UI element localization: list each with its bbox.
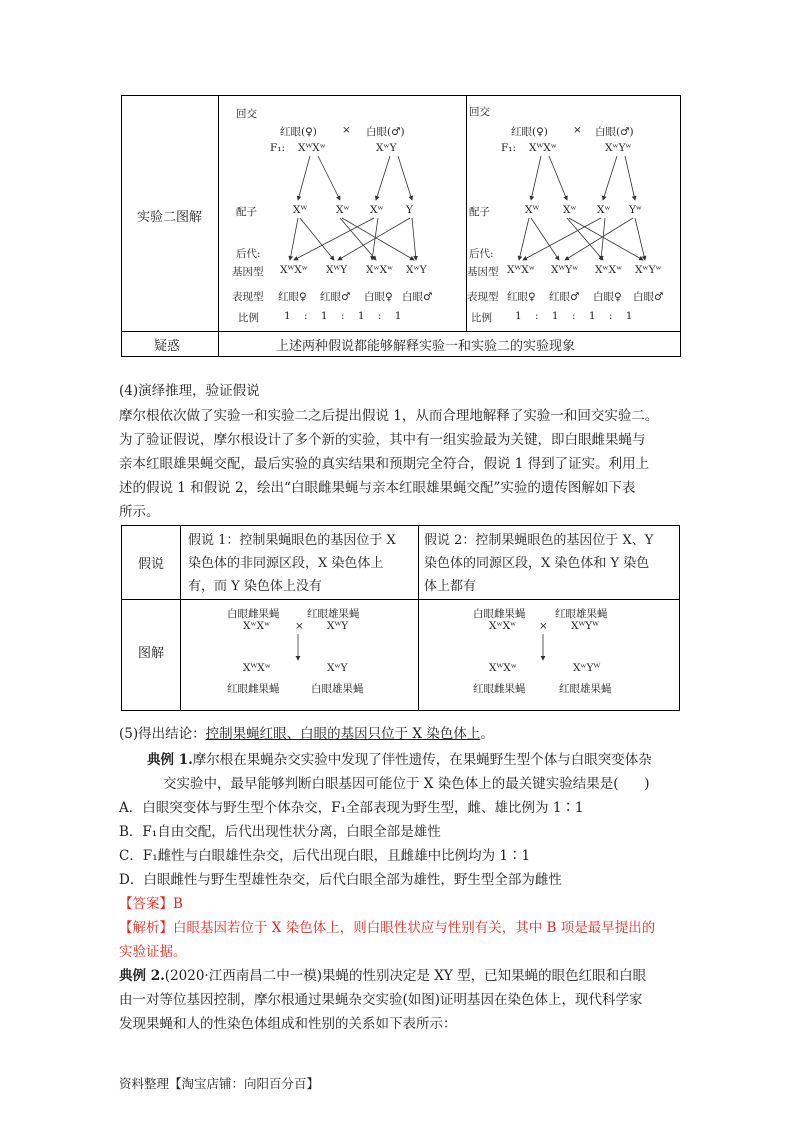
cross-symbol: × [573, 124, 582, 136]
row-label-question: 疑惑 [154, 339, 181, 354]
hypothesis-2-line: 体上都有 [424, 579, 477, 594]
cross-arrows-right [467, 96, 680, 331]
gamete: Xᵂ [525, 204, 540, 216]
option-b: B．F₁自由交配，后代出现性状分离，白眼全部是雄性 [119, 824, 441, 840]
cross-symbol: × [342, 124, 351, 136]
offspring-genotype: XᵂYʷ [551, 264, 579, 276]
example-2-label: 典例 2. [119, 968, 165, 984]
hypothesis-2 [424, 529, 653, 598]
offspring-phenotype: 白眼♀ [593, 291, 622, 303]
gamete-label: 配子 [469, 206, 490, 218]
question-text: 上述两种假说都能够解释实验一和实验二的实验现象 [276, 339, 576, 354]
offspring-genotype: XᵂXʷ [507, 264, 535, 276]
gamete: Xʷ [563, 204, 577, 216]
offspring-male-genotype: XʷY [327, 662, 348, 674]
parent-female: 红眼(♀) [280, 126, 317, 138]
section-5 [119, 723, 494, 745]
gamete: Xᵂ [293, 204, 308, 216]
option-a: A．白眼突变体与野生型个体杂交，F₁全部表现为野生型，雌、雄比例为 1∶1 [119, 800, 584, 816]
cross-arrows-left [218, 96, 466, 331]
f1-female-genotype: XᵂXʷ [298, 142, 326, 154]
offspring-phenotype: 白眼♂ [402, 291, 433, 303]
ratio-label: 比例 [471, 312, 492, 324]
phenotype-label: 表现型 [467, 291, 499, 303]
example-2-text: (2020·江西南昌二中一模)果蝇的性别决定是 XY 型，已知果蝇的眼色红眼和白眼 [164, 968, 647, 984]
offspring-phenotype: 红眼♂ [320, 291, 351, 303]
offspring-phenotype: 红眼♀ [507, 291, 536, 303]
f1-label: F₁: [270, 142, 286, 154]
parent-male: 白眼(♂) [595, 126, 634, 138]
option-c: C．F₁雌性与白眼雄性杂交，后代出现白眼，且雌雄中比例均为 1∶1 [119, 848, 531, 864]
offspring-phenotype: 红眼♀ [278, 291, 307, 303]
offspring-genotype: XʷXʷ [595, 264, 623, 276]
genotype-label: 基因型 [467, 266, 499, 278]
hypothesis-1-line: 有，而 Y 染色体上没有 [188, 579, 322, 594]
offspring-female-genotype: XᵂXʷ [243, 662, 271, 674]
row-label-diagram: 图解 [138, 646, 165, 661]
answer: 【答案】B [119, 896, 183, 912]
section-5-conclusion: 控制果蝇红眼、白眼的基因只位于 X 染色体上 [205, 726, 481, 742]
diagram-title: 回交 [236, 108, 257, 120]
offspring-phenotype: 白眼♂ [633, 291, 664, 303]
cross-diagram-1 [181, 600, 418, 710]
hypothesis-table [121, 525, 680, 711]
offspring-phenotype: 白眼♀ [364, 291, 393, 303]
parent-male-label: 红眼雄果蝇 [307, 608, 360, 620]
f1-female-genotype: XᵂXʷ [529, 142, 557, 154]
offspring-genotype: XʷYʷ [635, 264, 662, 276]
phenotype-label: 表现型 [232, 291, 264, 303]
cross-diagram-2 [419, 600, 679, 710]
genotype-label: 基因型 [232, 266, 264, 278]
offspring-male-genotype: XʷYᵂ [573, 662, 601, 674]
footer: 资料整理【淘宝店铺：向阳百分百】 [119, 1076, 320, 1091]
example-2-line: 由一对等位基因控制，摩尔根通过果蝇杂交实验(如图)证明基因在染色体上，现代科学家 [119, 992, 643, 1008]
down-arrow [419, 600, 679, 710]
down-arrow [181, 600, 418, 710]
paragraph-line: 所示。 [119, 504, 160, 520]
offspring-genotype: XʷXʷ [366, 264, 394, 276]
cross-symbol: × [295, 620, 304, 632]
section-5-suffix: 。 [480, 726, 494, 742]
backcross-diagram-right [467, 96, 680, 331]
hypothesis-1 [188, 529, 396, 598]
gamete-label: 配子 [236, 206, 257, 218]
gamete: Xʷ [597, 204, 611, 216]
hypothesis-1-line: 染色体的非同源区段，X 染色体上 [188, 556, 384, 571]
paragraph-line: 亲本红眼雄果蝇交配，最后实验的真实结果和预期完全符合，假说 1 得到了证实。利用上 [119, 456, 650, 472]
parent-female: 红眼(♀) [511, 126, 548, 138]
f1-label: F₁: [501, 142, 517, 154]
example-1-text: 摩尔根在果蝇杂交实验中发现了伴性遗传，在果蝇野生型个体与白眼突变体杂 [192, 752, 652, 768]
paragraph-line: 摩尔根依次做了实验一和实验二之后提出假说 1，从而合理地解释了实验一和回交实验二。 [119, 408, 659, 424]
gamete: Yʷ [629, 204, 643, 216]
hypothesis-2-line: 假说 2：控制果蝇眼色的基因位于 X、Y [424, 533, 654, 548]
analysis-line: 【解析】白眼基因若位于 X 染色体上，则白眼性状应与性别有关，其中 B 项是最早提出的 [119, 920, 656, 936]
diagram-title: 回交 [469, 106, 490, 118]
offspring-female-genotype: XᵂXʷ [489, 662, 517, 674]
row-label-diagram: 实验二图解 [137, 210, 203, 225]
offspring-phenotype: 红眼♂ [549, 291, 580, 303]
offspring-male-label: 红眼雄果蝇 [559, 683, 612, 695]
offspring-male-label: 白眼雄果蝇 [311, 683, 364, 695]
section-4-heading: (4)演绎推理，验证假说 [119, 383, 260, 399]
row-label-hypothesis: 假说 [138, 557, 165, 572]
parent-female-label: 白眼雌果蝇 [227, 608, 280, 620]
gamete: Xʷ [370, 204, 384, 216]
gamete: Y [406, 204, 413, 216]
backcross-diagram-left [218, 96, 466, 331]
offspring-genotype: XʷY [406, 264, 427, 276]
example-2-line [119, 965, 646, 987]
cross-symbol: × [539, 620, 548, 632]
paragraph-line: 述的假说 1 和假说 2，绘出“白眼雌果蝇与亲本红眼雄果蝇交配”实验的遗传图解如下表 [119, 480, 636, 496]
parent-female-label: 白眼雌果蝇 [473, 608, 526, 620]
hypothesis-2-line: 染色体的同源区段，X 染色体和 Y 染色 [424, 556, 650, 571]
example-1-line [147, 749, 652, 771]
offspring-female-label: 红眼雌果蝇 [473, 683, 526, 695]
parent-male-label: 红眼雄果蝇 [555, 608, 608, 620]
experiment-two-table [121, 95, 681, 357]
offspring-label: 后代: [469, 248, 494, 260]
parent-male: 白眼(♂) [366, 126, 405, 138]
f1-male-genotype: XʷY [376, 142, 397, 154]
ratio-values: 1 : 1 : 1 : 1 [515, 310, 633, 322]
section-5-prefix: (5)得出结论： [119, 726, 206, 742]
hypothesis-1-line: 假说 1：控制果蝇眼色的基因位于 X [188, 533, 396, 548]
offspring-female-label: 红眼雌果蝇 [227, 683, 280, 695]
ratio-values: 1 : 1 : 1 : 1 [284, 310, 402, 322]
parent-male-genotype: XᵂY [327, 620, 349, 632]
parent-female-genotype: XʷXʷ [489, 620, 517, 632]
paragraph-line: 为了验证假说，摩尔根设计了多个新的实验，其中有一组实验最为关键，即白眼雌果蝇与 [119, 432, 646, 448]
parent-male-genotype: XᵂYᵂ [571, 620, 600, 632]
row-divider [122, 331, 680, 332]
offspring-label: 后代: [236, 248, 261, 260]
gamete: Xʷ [336, 204, 350, 216]
parent-female-genotype: XʷXʷ [243, 620, 271, 632]
offspring-genotype: XᵂY [326, 264, 348, 276]
option-d: D．白眼雌性与野生型雄性杂交，后代白眼全部为雄性，野生型全部为雌性 [119, 872, 562, 888]
example-1-line: 交实验中，最早能够判断白眼基因可能位于 X 染色体上的最关键实验结果是( ) [163, 776, 650, 792]
example-2-line: 发现果蝇和人的性染色体组成和性别的关系如下表所示： [119, 1016, 457, 1032]
analysis-line: 实验证据。 [119, 944, 187, 960]
offspring-genotype: XᵂXʷ [280, 264, 308, 276]
f1-male-genotype: XʷYʷ [605, 142, 632, 154]
example-1-label: 典例 1. [147, 752, 193, 768]
ratio-label: 比例 [238, 312, 259, 324]
